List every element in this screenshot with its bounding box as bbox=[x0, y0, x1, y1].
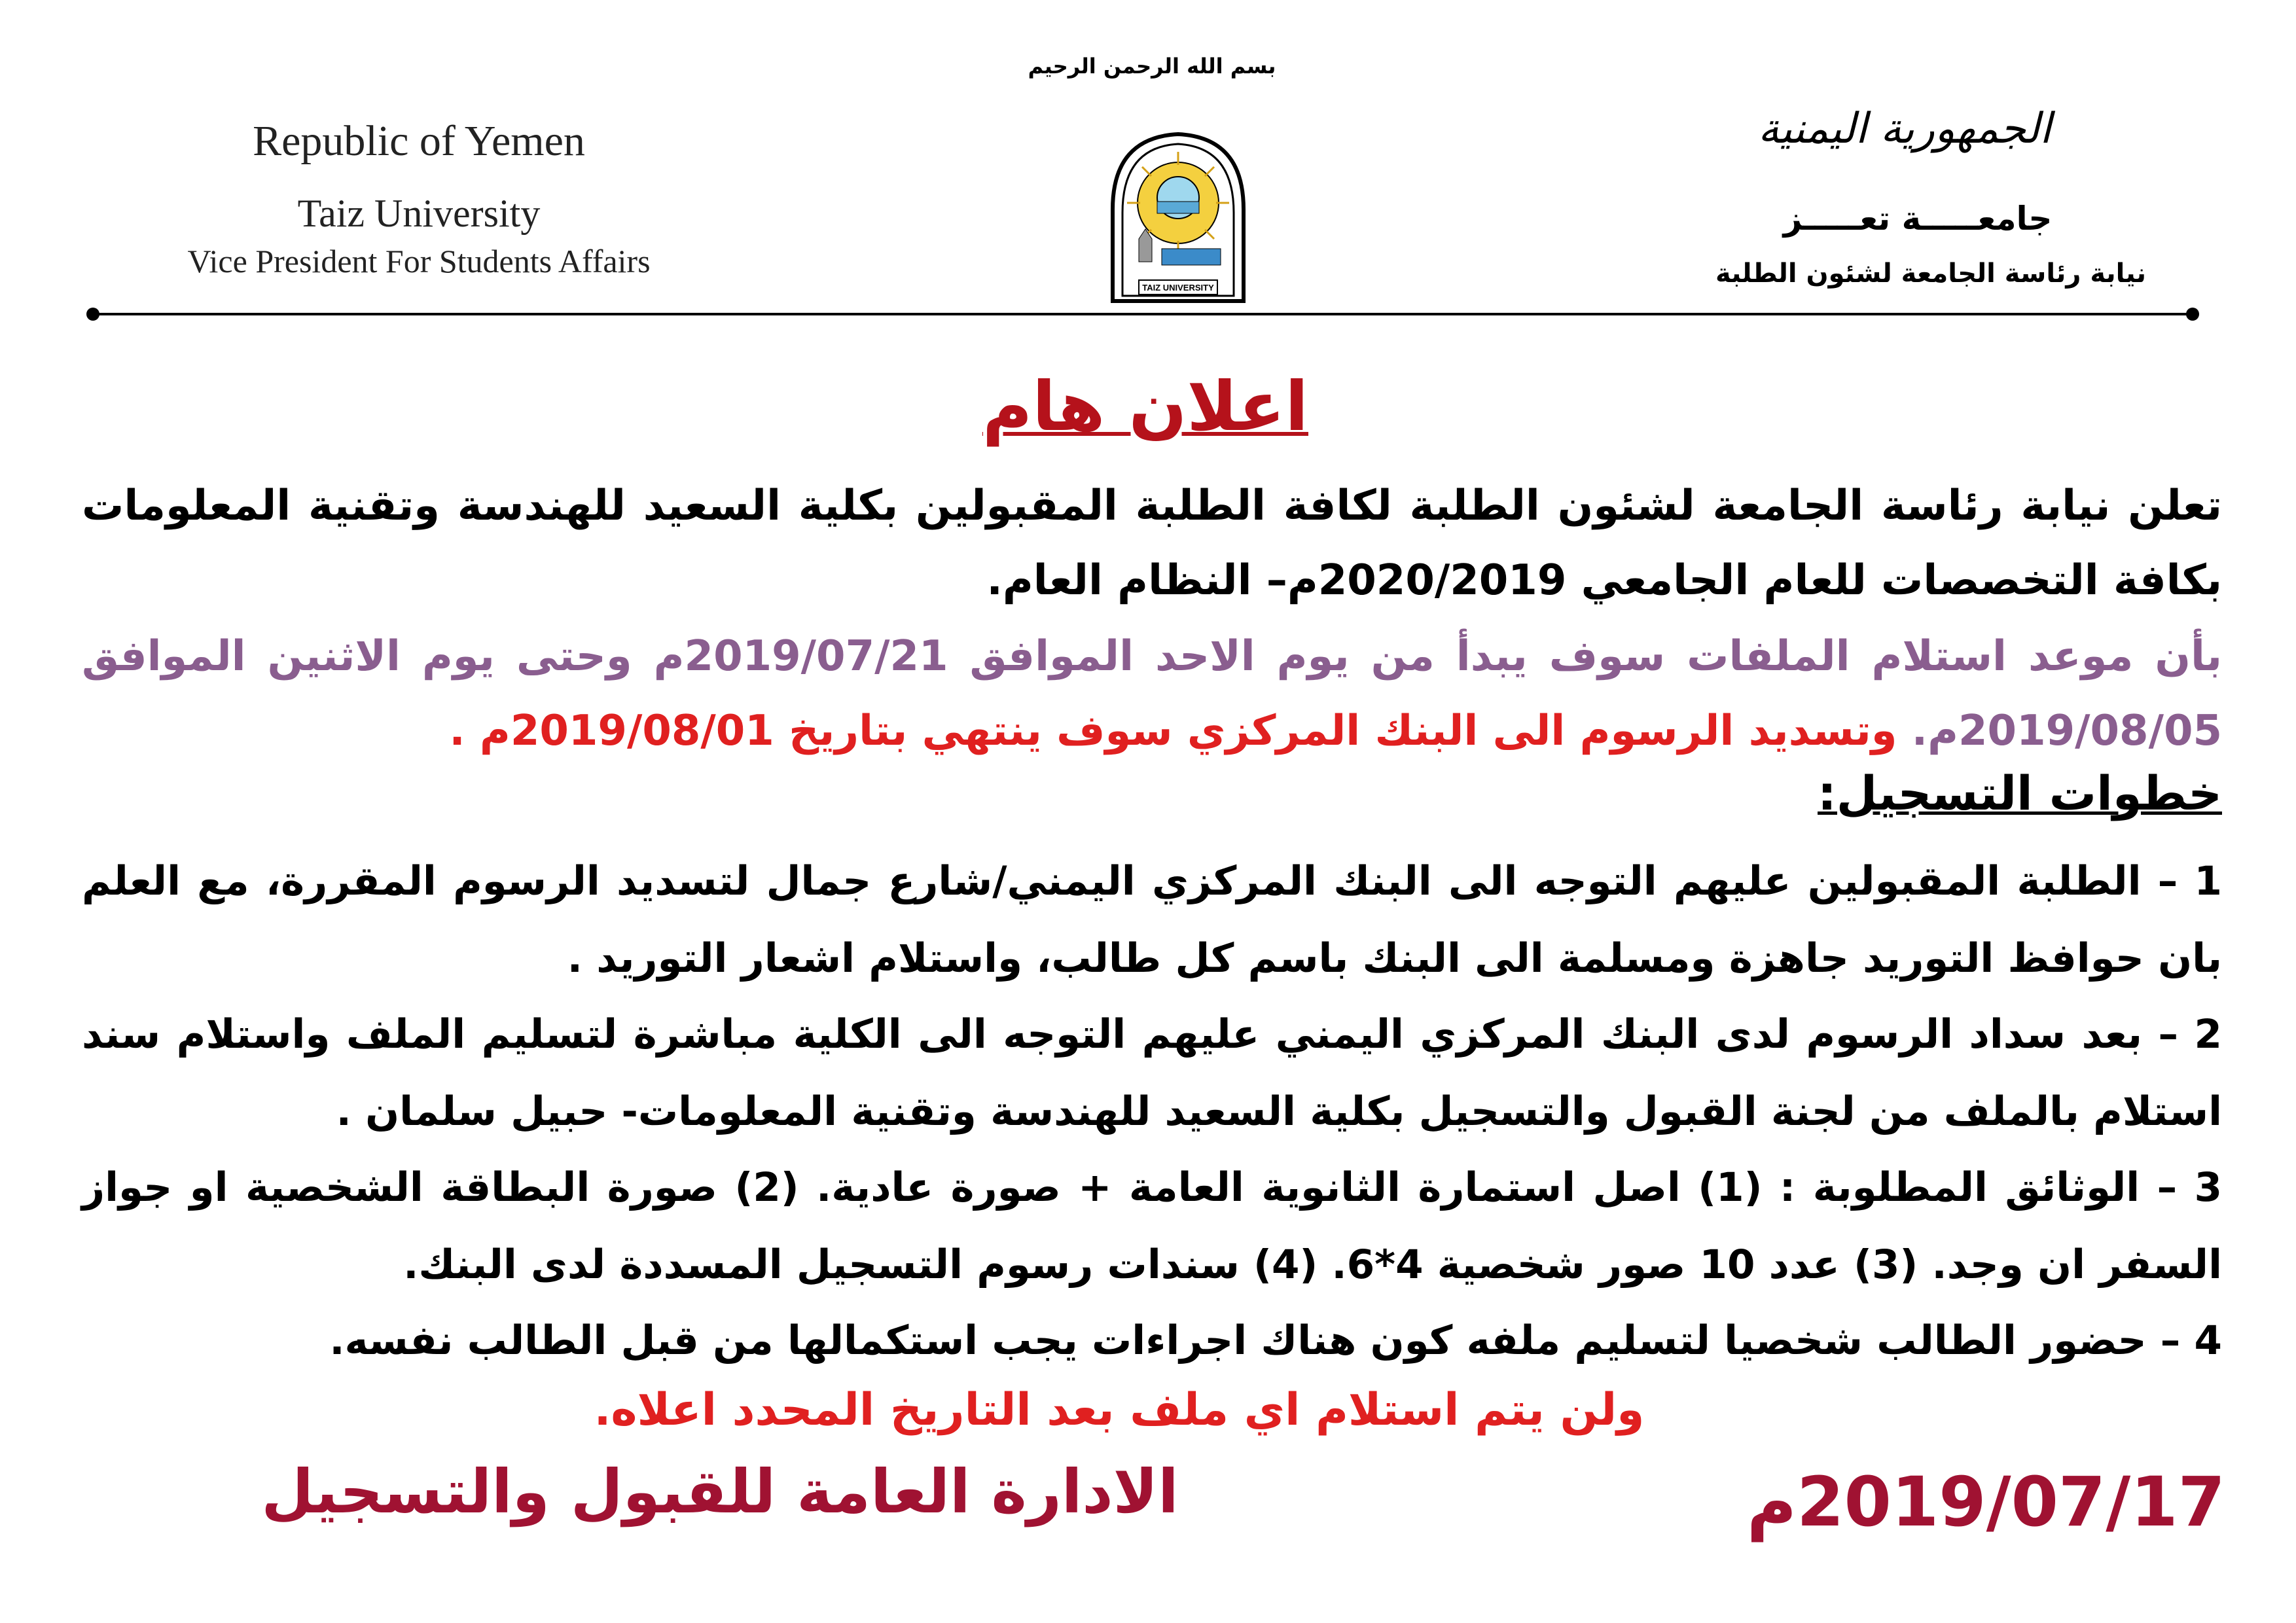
english-republic-name: Republic of Yemen bbox=[253, 117, 585, 165]
english-university-name: Taiz University bbox=[297, 192, 541, 235]
intro-paragraph: تعلن نيابة رئاسة الجامعة لشئون الطلبة لكافة الطلبة المقبولين بكلية السعيد للهندسة وتقنية المعلومات بكافة التخصصات للعام الجامعي 2020/2019م– النظام العام. bbox=[82, 482, 2222, 605]
late-file-warning: ولن يتم استلام اي ملف بعد التاريخ المحدد اعلاه. bbox=[594, 1384, 1645, 1436]
issue-date: 2019/07/17م bbox=[1746, 1462, 2225, 1542]
fee-deadline: وتسديد الرسوم الى البنك المركزي سوف ينتهي بتاريخ 2019/08/01م . bbox=[449, 707, 1912, 755]
arabic-vice-president-office: نيابة رئاسة الجامعة لشئون الطلبة bbox=[1715, 259, 2147, 289]
file-receipt-dates: بأن موعد استلام الملفات سوف يبدأ من يوم الاحد الموافق 2019/07/21م وحتى يوم الاثنين الموافق 2019/08/05م. bbox=[82, 632, 2223, 755]
english-vice-president-office: Vice President For Students Affairs bbox=[187, 243, 651, 279]
arabic-university-name: جامعـــــة تعـــــز bbox=[1783, 200, 2053, 238]
step-1: 1 – الطلبة المقبولين عليهم التوجه الى البنك المركزي اليمني/شارع جمال لتسديد الرسوم المقررة، مع العلم بان حوافظ التوريد جاهزة ومسلمة الى البنك باسم كل طالب، واستلام اشعار التوريد . bbox=[82, 858, 2222, 982]
rule-right-dot bbox=[2186, 308, 2199, 321]
announcement-title: اعلان هام bbox=[982, 366, 1308, 446]
logo-caption: TAIZ UNIVERSITY bbox=[1142, 283, 1214, 293]
arabic-republic-name: الجمهورية اليمنية bbox=[1757, 105, 2052, 153]
dates-paragraph bbox=[82, 619, 2222, 768]
step-3: 3 – الوثائق المطلوبة : (1) اصل استمارة الثانوية العامة + صورة عادية. (2) صورة البطاقة الشخصية او جواز السفر ان وجد. (3) عدد 10 صور شخصية 4*6. (4) سندات رسوم التسجيل المسددة لدى البنك. bbox=[82, 1164, 2223, 1288]
step-2: 2 – بعد سداد الرسوم لدى البنك المركزي اليمني عليهم التوجه الى الكلية مباشرة لتسليم الملف واستلام سند استلام بالملف من لجنة القبول والتسجيل بكلية السعيد للهندسة وتقنية المعلومات- حبيل سلمان . bbox=[82, 1011, 2222, 1135]
header-divider bbox=[92, 313, 2193, 315]
registration-steps-title: خطوات التسجيل: bbox=[1818, 766, 2222, 821]
university-emblem-icon bbox=[1100, 124, 1257, 308]
issuing-department: الادارة العامة للقبول والتسجيل bbox=[261, 1457, 1179, 1527]
basmala: بسم الله الرحمن الرحيم bbox=[1028, 54, 1276, 79]
university-logo bbox=[1100, 124, 1257, 308]
step-4: 4 – حضور الطالب شخصيا لتسليم ملفه كون هناك اجراءات يجب استكمالها من قبل الطالب نفسه. bbox=[329, 1317, 2222, 1364]
